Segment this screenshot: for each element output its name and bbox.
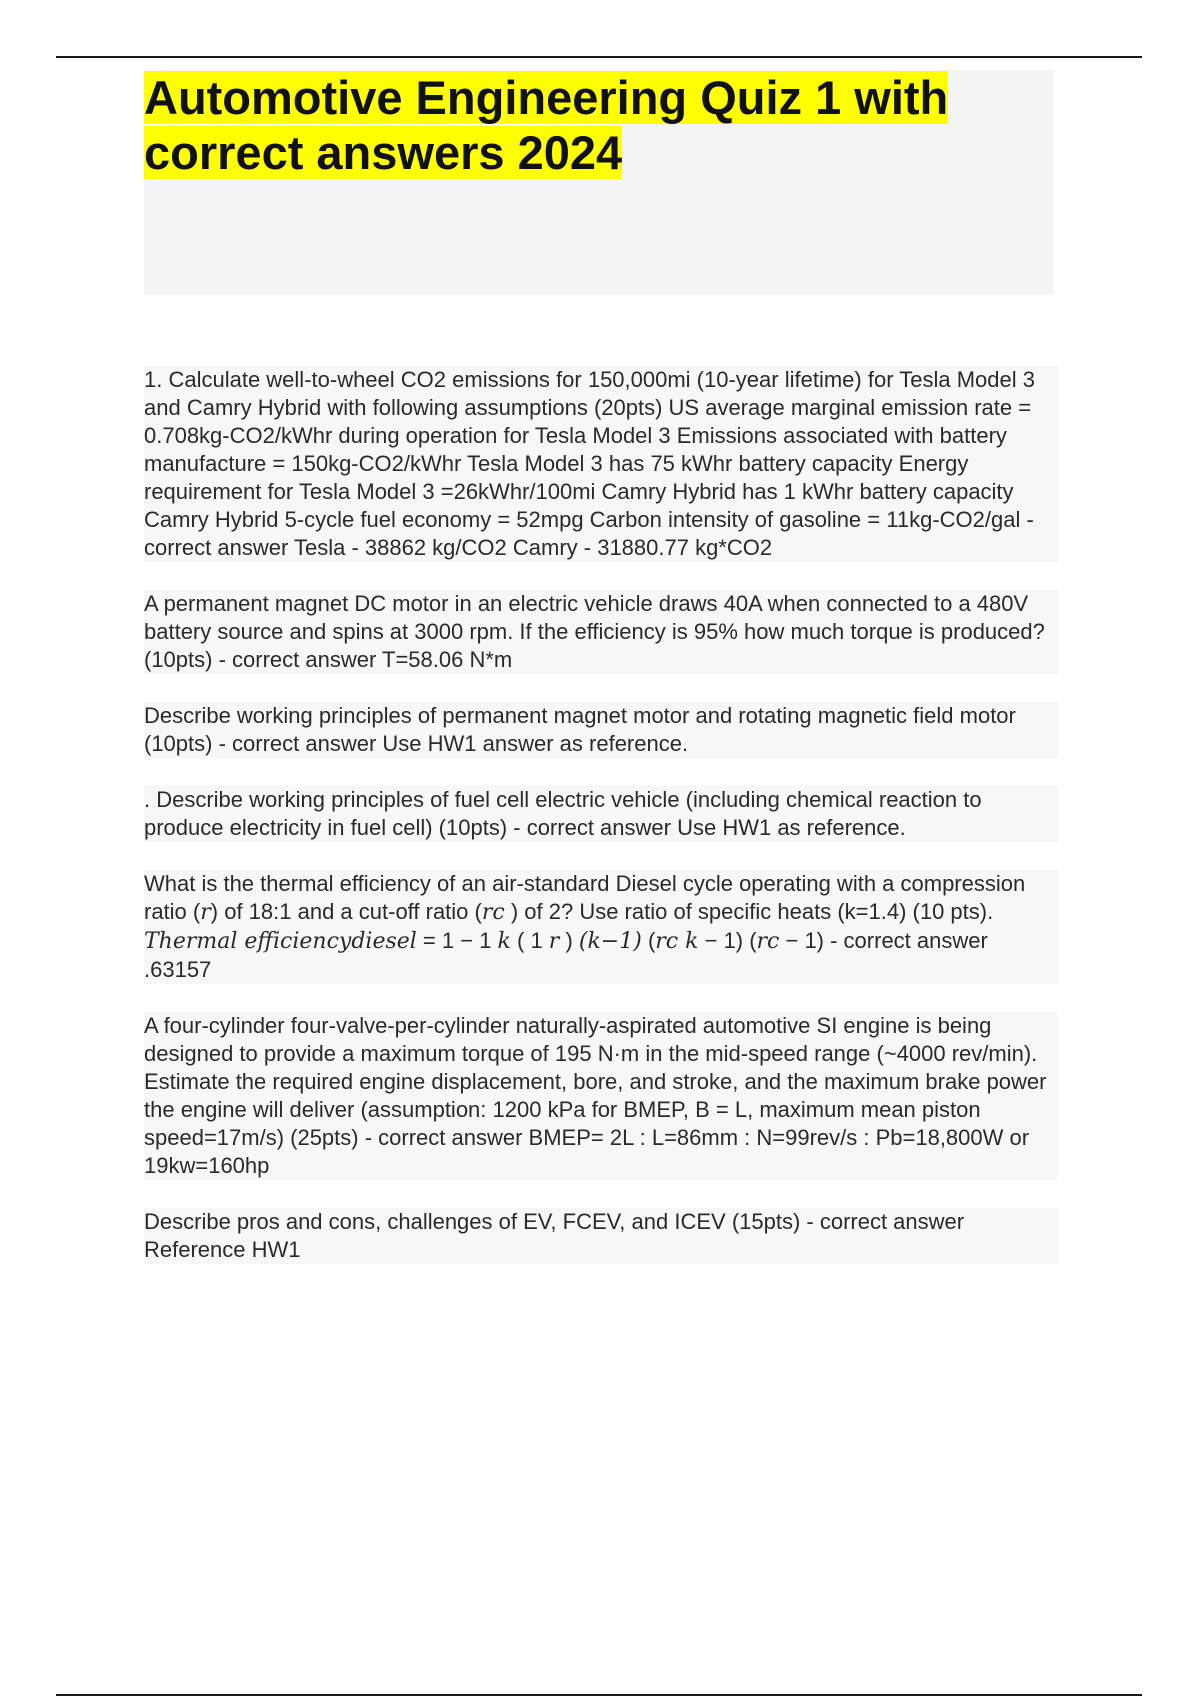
page-title-text: Automotive Engineering Quiz 1 with correct answers 2024 <box>144 71 949 179</box>
question-2: A permanent magnet DC motor in an electric vehicle draws 40A when connected to a 480V battery source and spins at 3000 rpm. If the efficiency is 95% how much torque is produced? (10pts) - correct answer T=58.06 N*m <box>144 590 1058 674</box>
quiz-content <box>144 366 1058 1292</box>
q5-formula-label: Thermal efficiencydiesel <box>144 929 417 954</box>
question-4: . Describe working principles of fuel cell electric vehicle (including chemical reaction to produce electricity in fuel cell) (10pts) - correct answer Use HW1 as reference. <box>144 786 1058 842</box>
bottom-rule <box>56 1694 1142 1696</box>
question-5 <box>144 870 1058 984</box>
question-6: A four-cylinder four-valve-per-cylinder naturally-aspirated automotive SI engine is being designed to provide a maximum torque of 195 N·m in the mid-speed range (~4000 rev/min). Estimate the required engine displacement, bore, and stroke, and the maximum brake power the engine will deliver (assumption: 1200 kPa for BMEP, B = L, maximum mean piston speed=17m/s) (25pts) - correct answer BMEP= 2L : L=86mm : N=99rev/s : Pb=18,800W or 19kw=160hp <box>144 1012 1058 1180</box>
question-3: Describe working principles of permanent magnet motor and rotating magnetic field motor (10pts) - correct answer Use HW1 answer as reference. <box>144 702 1058 758</box>
q5-k1: k <box>497 929 511 954</box>
q5-rc: rc <box>481 900 505 925</box>
top-rule <box>56 56 1142 58</box>
question-7: Describe pros and cons, challenges of EV, FCEV, and ICEV (15pts) - correct answer Reference HW1 <box>144 1208 1058 1264</box>
q5-rc2: rc <box>756 929 780 954</box>
q5-r: r <box>200 900 211 925</box>
q5-formula-c: ( <box>641 928 656 953</box>
page-title <box>144 70 1004 180</box>
q5-formula-b: ) <box>559 928 579 953</box>
q5-formula-a: ( 1 <box>510 928 549 953</box>
q5-part1: What is the thermal efficiency of an air-standard Diesel cycle operating with a compression ratio ( <box>144 871 1026 924</box>
q5-formula-e: − 1) - correct answer .63157 <box>144 928 988 982</box>
q5-km1: (k−1) <box>578 929 642 954</box>
title-block <box>144 70 1054 295</box>
q5-rck: rc k <box>655 929 699 954</box>
q5-formula-eq: = 1 − 1 <box>416 928 498 953</box>
q5-r2: r <box>548 929 560 954</box>
question-1: 1. Calculate well-to-wheel CO2 emissions for 150,000mi (10-year lifetime) for Tesla Model 3 and Camry Hybrid with following assumptions (20pts) US average marginal emission rate = 0.708kg-CO2/kWhr during operation for Tesla Model 3 Emissions associated with battery manufacture = 150kg-CO2/kWhr Tesla Model 3 has 75 kWhr battery capacity Energy requirement for Tesla Model 3 =26kWhr/100mi Camry Hybrid has 1 kWhr battery capacity Camry Hybrid 5-cycle fuel economy = 52mpg Carbon intensity of gasoline = 11kg-CO2/gal - correct answer Tesla - 38862 kg/CO2 Camry - 31880.77 kg*CO2 <box>144 366 1058 562</box>
q5-part2: ) of 18:1 and a cut-off ratio ( <box>210 899 482 924</box>
q5-formula-d: − 1) ( <box>698 928 757 953</box>
q5-part3: ) of 2? Use ratio of specific heats (k=1.4) (10 pts). <box>504 899 994 924</box>
